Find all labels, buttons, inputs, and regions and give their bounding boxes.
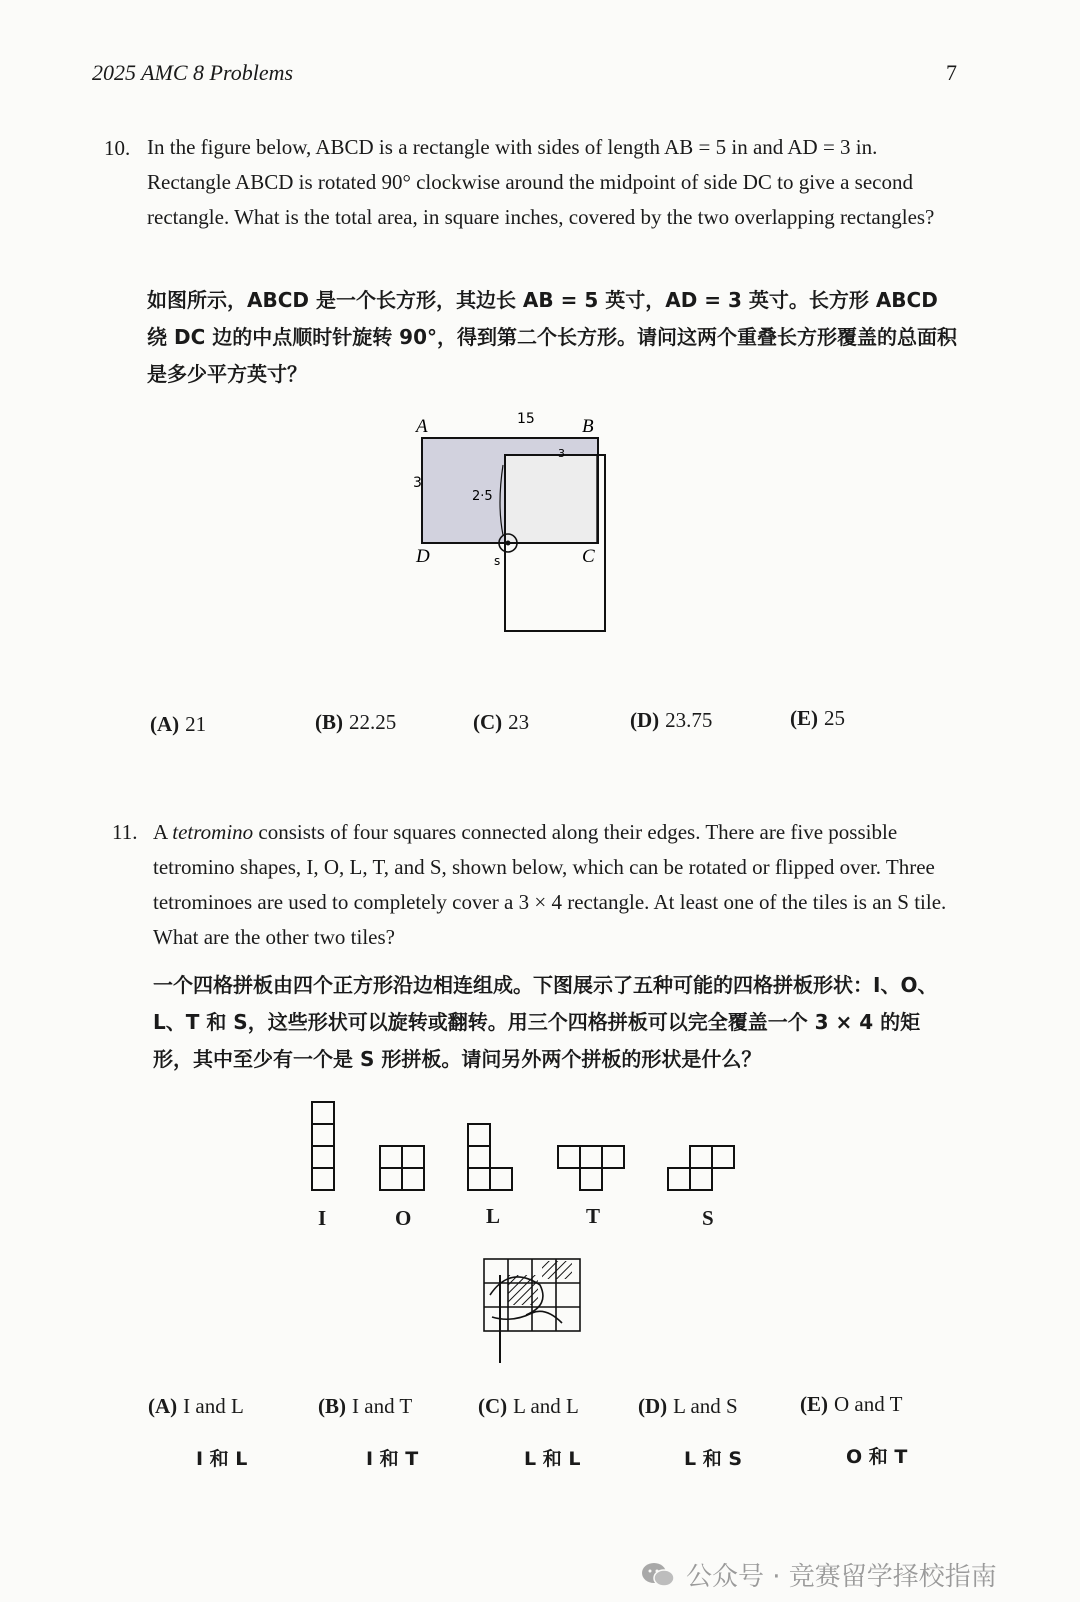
choice-d: (D) 23.75 [630,708,713,732]
choice-a-chinese: I 和 L [196,1448,248,1470]
handwritten-s: s [494,554,501,568]
problem-text-chinese: 如图所示，ABCD 是一个长方形，其边长 AB = 5 英寸，AD = 3 英寸。长方形 ABCD 绕 DC 边的中点顺时针旋转 90°，得到第二个长方形。请问这两个重叠长方形覆盖的总面积是多少平方英寸？ [147,288,957,386]
tetromino-i [312,1102,334,1190]
tetromino-s [668,1146,734,1190]
watermark [640,1556,997,1593]
choice-d-chinese: L 和 S [684,1448,743,1470]
header-title: 2025 AMC 8 Problems [92,60,294,85]
handwritten-3: 3 [413,475,422,491]
choice-b: (B) I and T [318,1394,413,1418]
choice-a: (A) 21 [150,712,207,736]
shape-label-i: I [318,1206,327,1230]
tetromino-shapes [300,1098,760,1208]
watermark-text: 公众号 · 竞赛留学择校指南 [686,1562,997,1592]
choice-e: (E) O and T [800,1392,903,1416]
shape-label-s: S [702,1206,714,1230]
problem-number: 10. [104,136,131,160]
choice-c: (C) 23 [473,710,530,734]
rectangle-figure [410,405,630,645]
tetromino-o [380,1146,424,1190]
choice-e-chinese: O 和 T [846,1446,908,1468]
handwritten-3-small: 3 [558,447,565,460]
choice-c: (C) L and L [478,1394,579,1418]
choice-e: (E) 25 [790,706,845,730]
problem-text-english: A tetromino consists of four squares connected along their edges. There are five possible tetromino shapes, I, O, L, T, and S, shown below, which can be rotated or flipped over. Three tetrominoes are used to completely cover a 3 × 4 rectangle. At least one of the tiles is an S tile. What are the other two tiles? [153,820,947,949]
handwritten-15: 15 [517,411,535,427]
label-b: B [582,416,594,437]
choice-a: (A) I and L [148,1394,244,1418]
problem-number: 11. [112,820,138,844]
wechat-icon [640,1561,676,1589]
handwritten-grid-sketch [478,1255,588,1365]
label-d: D [416,546,430,567]
shape-label-t: T [586,1204,601,1228]
problem-text-chinese: 一个四格拼板由四个正方形沿边相连组成。下图展示了五种可能的四格拼板形状：I、O、L、T 和 S，这些形状可以旋转或翻转。用三个四格拼板可以完全覆盖一个 3 × 4 的矩形，其中至少有一个是 S 形拼板。请问另外两个拼板的形状是什么？ [153,973,938,1071]
choice-b: (B) 22.25 [315,710,397,734]
label-c: C [582,546,595,567]
choice-d: (D) L and S [638,1394,738,1418]
choice-b-chinese: I 和 T [366,1448,419,1470]
page-number: 7 [946,60,957,85]
shape-label-o: O [395,1206,412,1230]
choice-c-chinese: L 和 L [524,1448,581,1470]
handwritten-2-5: 2·5 [472,489,493,504]
label-a: A [416,416,428,437]
shape-label-l: L [486,1204,501,1228]
tetromino-t [558,1146,624,1190]
tetromino-l [468,1124,512,1190]
problem-text-english: In the figure below, ABCD is a rectangle with sides of length AB = 5 in and AD = 3 in. Rectangle ABCD is rotated 90° clockwise around the midpoint of side DC to give a second rectangle. What is the total area, in square inches, covered by the two overlapping rectangles? [147,135,935,229]
